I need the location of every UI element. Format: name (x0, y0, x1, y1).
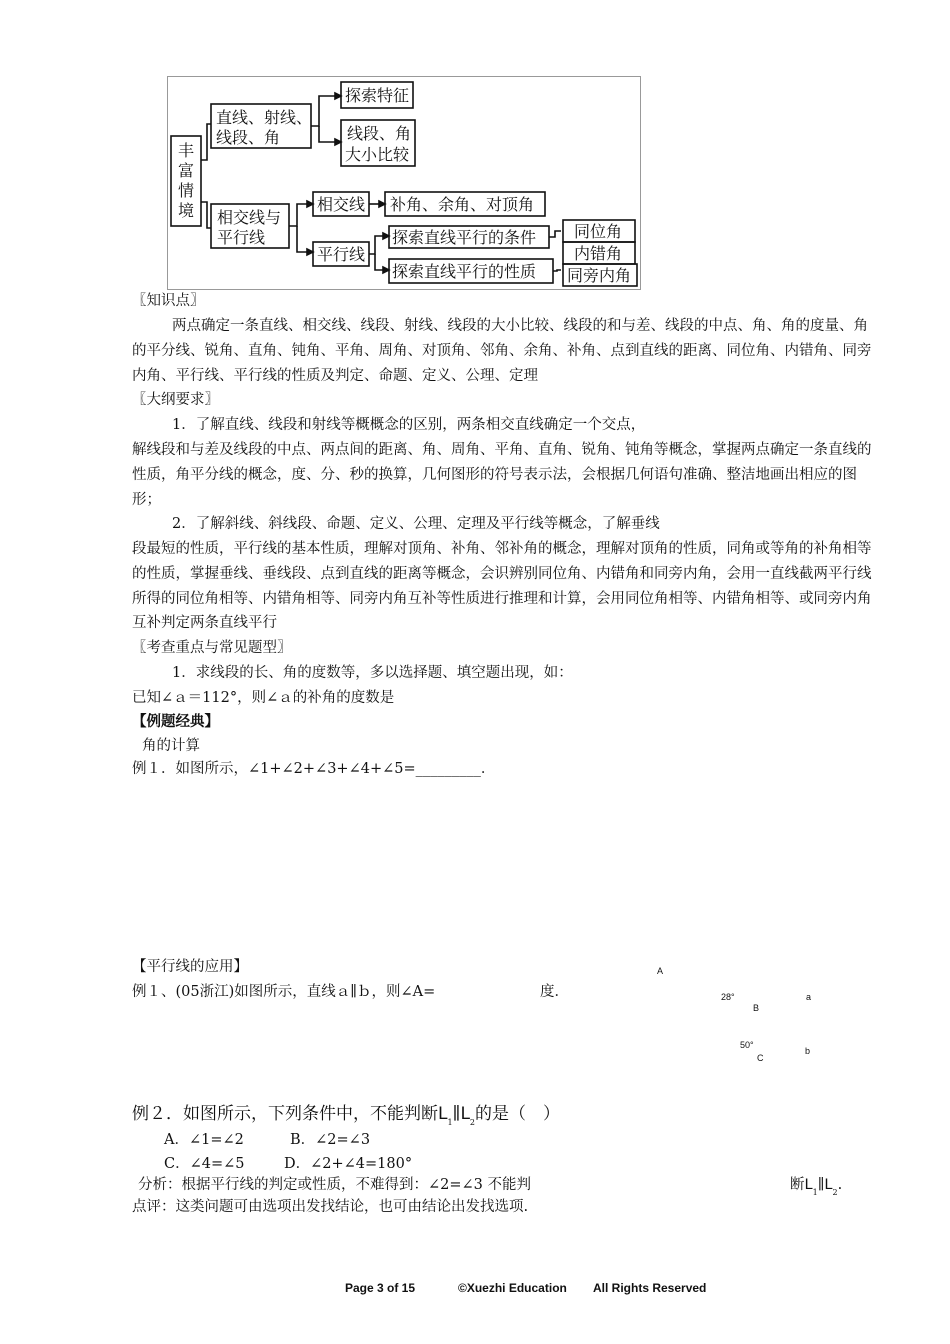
b2-line1: 相交线与 (217, 208, 282, 227)
angle-calc-heading: 角的计算 (142, 738, 200, 754)
root-char-1: 丰 (178, 141, 195, 160)
l-symbol-2: L (460, 1104, 470, 1124)
sub-2: 2 (469, 1118, 476, 1127)
example-2-suffix: 的是（ ） (475, 1104, 561, 1124)
b1b-line1: 线段、角 (347, 124, 412, 143)
c1-text: 同位角 (574, 222, 623, 241)
root-char-2: 富 (178, 161, 195, 180)
b1b-line2: 大小比较 (345, 145, 410, 164)
analysis-tail-post: . (837, 1177, 843, 1193)
parallel-heading: 【平行线的应用】 (132, 959, 248, 975)
outline-heading: 〖大纲要求〗 (132, 392, 219, 408)
b1a-text: 探索特征 (345, 86, 410, 105)
b2b1-text: 探索直线平行的条件 (392, 228, 537, 247)
option-D: D．∠2+∠4=180° (284, 1156, 413, 1172)
b2a-text: 相交线 (317, 195, 366, 214)
analysis-tail (790, 1173, 842, 1200)
sub-1: 1 (447, 1118, 453, 1127)
example-1b-unit: 度． (540, 984, 569, 1000)
comment-text: 点评：这类问题可由选项出发找结论，也可由结论出发找选项. (132, 1199, 529, 1215)
sub-3: 1 (812, 1188, 818, 1197)
outline-1-first: 1．了解直线、线段和射线等概概念的区别，两条相交直线确定一个交点， (172, 417, 646, 433)
c2-text: 内错角 (574, 244, 623, 263)
example-1: 例１．如图所示，∠1+∠2+∠3+∠4+∠5=_________． (132, 761, 496, 777)
l-symbol-1: L (438, 1104, 448, 1124)
b1-line2: 线段、角 (216, 128, 281, 147)
l-symbol-3: L (804, 1177, 813, 1193)
fig-label-50: 50° (740, 1040, 754, 1050)
root-char-4: 境 (178, 201, 195, 220)
exam-1-example: 已知∠ａ＝112°，则∠ａ的补角的度数是 (132, 690, 395, 706)
exam-1: 1．求线段的长、角的度数等，多以选择题、填空题出现，如： (172, 665, 573, 681)
analysis-tail-pre: 断 (790, 1177, 805, 1193)
parallel-symbol: ∥ (452, 1104, 461, 1124)
example-2 (132, 1101, 560, 1130)
exam-heading: 〖考查重点与常见题型〗 (132, 640, 292, 656)
fig-label-28: 28° (721, 992, 735, 1002)
outline-2-first: 2．了解斜线、斜线段、命题、定义、公理、定理及平行线等概念，了解垂线 (172, 516, 660, 532)
option-A: A．∠1=∠2 (164, 1132, 244, 1148)
concept-diagram (167, 76, 641, 290)
parallel-symbol-2: ∥ (817, 1177, 825, 1193)
fig-label-A: A (657, 966, 664, 976)
footer-rights: All Rights Reserved (593, 1281, 707, 1295)
option-B: B．∠2=∠3 (290, 1132, 371, 1148)
sub-4: 2 (832, 1188, 838, 1197)
b2b-text: 平行线 (317, 245, 366, 264)
analysis-text: 分析：根据平行线的判定或性质，不难得到：∠2=∠3 不能判 (138, 1177, 532, 1193)
b2b2-text: 探索直线平行的性质 (392, 262, 537, 281)
b2-line2: 平行线 (217, 228, 266, 247)
footer-page: Page 3 of 15 (345, 1281, 416, 1295)
examples-heading: 【例题经典】 (132, 713, 219, 730)
root-char-3: 情 (178, 181, 195, 200)
outline-2-rest: 段最短的性质，平行线的基本性质，理解对顶角、补角、邻补角的概念，理解对顶角的性质，同角或等角的补角相等的性质，掌握垂线、垂线段、点到直线的距离等概念，会识辨别同位角、内错角和同旁内角，会用一直线截两平行线所得的同位角相等、内错角相等、同旁内角互补等性质进行推理和计算，会用同位角相等、内错角相等、或同旁内角互补判定两条直线平行 (132, 541, 872, 632)
knowledge-text: 两点确定一条直线、相交线、线段、射线、线段的大小比较、线段的和与差、线段的中点、角、角的度量、角的平分线、锐角、直角、钝角、平角、周角、对顶角、邻角、余角、补角、点到直线的距离、同位角、内错角、同旁内角、平行线、平行线的性质及判定、命题、定义、公理、定理 (132, 318, 872, 384)
knowledge-heading: 〖知识点〗 (132, 293, 205, 309)
fig-label-a: a (806, 992, 812, 1002)
l-symbol-4: L (824, 1177, 833, 1193)
outline-1-rest: 解线段和与差及线段的中点、两点间的距离、角、周角、平角、直角、锐角、钝角等概念，掌握两点确定一条直线的性质，角平分线的概念，度、分、秒的换算，几何图形的符号表示法，会根据几何语句准确、整洁地画出相应的图形； (132, 442, 872, 508)
c3-text: 同旁内角 (567, 266, 632, 285)
fig-label-B: B (753, 1003, 760, 1013)
b2a1-text: 补角、余角、对顶角 (390, 195, 535, 214)
example-1b: 例１、(05浙江)如图所示，直线ａ∥ｂ，则∠A= (132, 984, 436, 1000)
b1-line1: 直线、射线、 (216, 108, 313, 127)
example-2-text: 例２．如图所示，下列条件中，不能判断 (132, 1104, 438, 1124)
fig-label-C: C (757, 1053, 764, 1063)
fig-label-b: b (805, 1046, 811, 1056)
option-C: C．∠4=∠5 (164, 1156, 245, 1172)
footer-copyright: ©Xuezhi Education (458, 1281, 567, 1295)
